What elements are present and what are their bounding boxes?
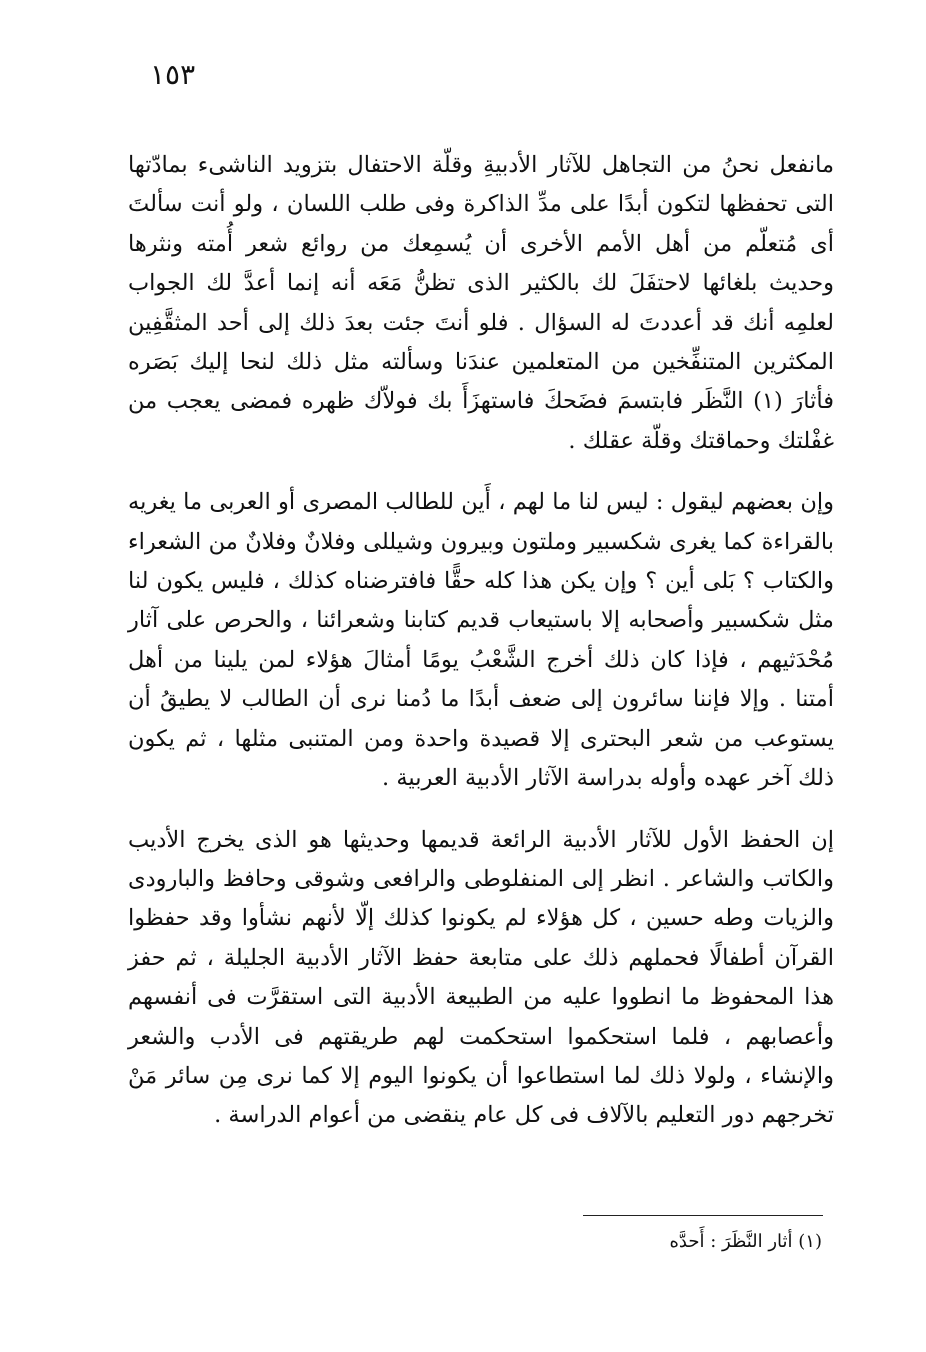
paragraph-3: إن الحفظ الأول للآثار الأدبية الرائعة قديمها وحديثها هو الذى يخرج الأديب والكاتب والشاعر . انظر إلى المنفلوطى والرافعى وشوقى وحافظ والبارودى والزيات وطه حسين ، كل هؤلاء لم يكونوا كذلك إلّا لأنهم نشأوا وقد حفظوا القرآن أطفالًا فحملهم ذلك على متابعة حفظ الآثار الأدبية الجليلة ، ثم حفز هذا المحفوظ ما انطووا عليه من الطبيعة الأدبية التى استقرَّت فى أنفسهم وأعصابهم ، فلما استحكموا استحكمت لهم طريقتهم فى الأدب والشعر والإنشاء ، ولولا ذلك لما استطاعوا أن يكونوا اليوم إلا كما نرى مِن سائر مَنْ تخرجهم دور التعليم بالآلاف فى كل عام ينقضى من أعوام الدراسة . <box>128 826 835 1129</box>
body-text <box>128 146 834 1136</box>
paragraph-1: مانفعل نحنُ من التجاهل للآثار الأدبيةِ وقلّة الاحتفال بتزويد الناشىء بمادّتها التى تحفظها لتكون أبدًا على مدِّ الذاكرة وفى طلب اللسان ، ولو أنت سألتَ أى مُتعلّم من أهل الأمم الأخرى أن يُسمِعك من روائع شعر أُمته ونثرها وحديث بلغائها لاحتفَلَ لك بالكثير الذى تظنُّ مَعَه أنه إنما أعدَّ لك الجواب لعلمِه أنك قد أعددتَ له السؤال . فلو أنتَ جئت بعدَ ذلك إلى أحد المثقَّفِين المكثرين المتنفِّخين من المتعلمين عندَنا وسألته مثل ذلك لنحا إليك بَصَره فأثارَ (١) النَّظَر فابتسمَ فضَحكَ فاستهزَأَ بك فولاّك ظهره فمضى يعجب من غفْلتك وحماقتك وقلّة عقلك . <box>128 152 834 454</box>
paragraph-2: وإن بعضهم ليقول : ليس لنا ما لهم ، أَين للطالب المصرى أو العربى ما يغريه بالقراءة كما يغرى شكسبير وملتون وبيرون وشيللى وفلانٌ وفلانٌ من الشعراء والكتاب ؟ بَلى أين ؟ وإن يكن هذا كله حقًّا فافترضناه كذلك ، فليس يكون لنا مثل شكسبير وأصحابه إلا باستيعاب قديم كتابنا وشعرائنا ، والحرص على آثار مُحْدَثيهم ، فإذا كان ذلك أخرج الشَّعْبُ يومًا أمثالَ هؤلاء لمن يلينا من أهل أمتنا . وإلا فإننا سائرون إلى ضعف أبدًا ما دُمنا نرى أن الطالب لا يطيقُ أن يستوعب من شعر البحترى إلا قصيدة واحدة ومن المتنبى مثلها ، ثم يكون ذلك آخر عهده وأوله بدراسة الآثار الأدبية العربية . <box>128 489 834 792</box>
footnote: (١) أثار النَّظَرَ : أَحدَّه <box>669 1231 822 1252</box>
page-number: ١٥٣ <box>150 58 196 91</box>
footnote-divider <box>583 1215 823 1216</box>
